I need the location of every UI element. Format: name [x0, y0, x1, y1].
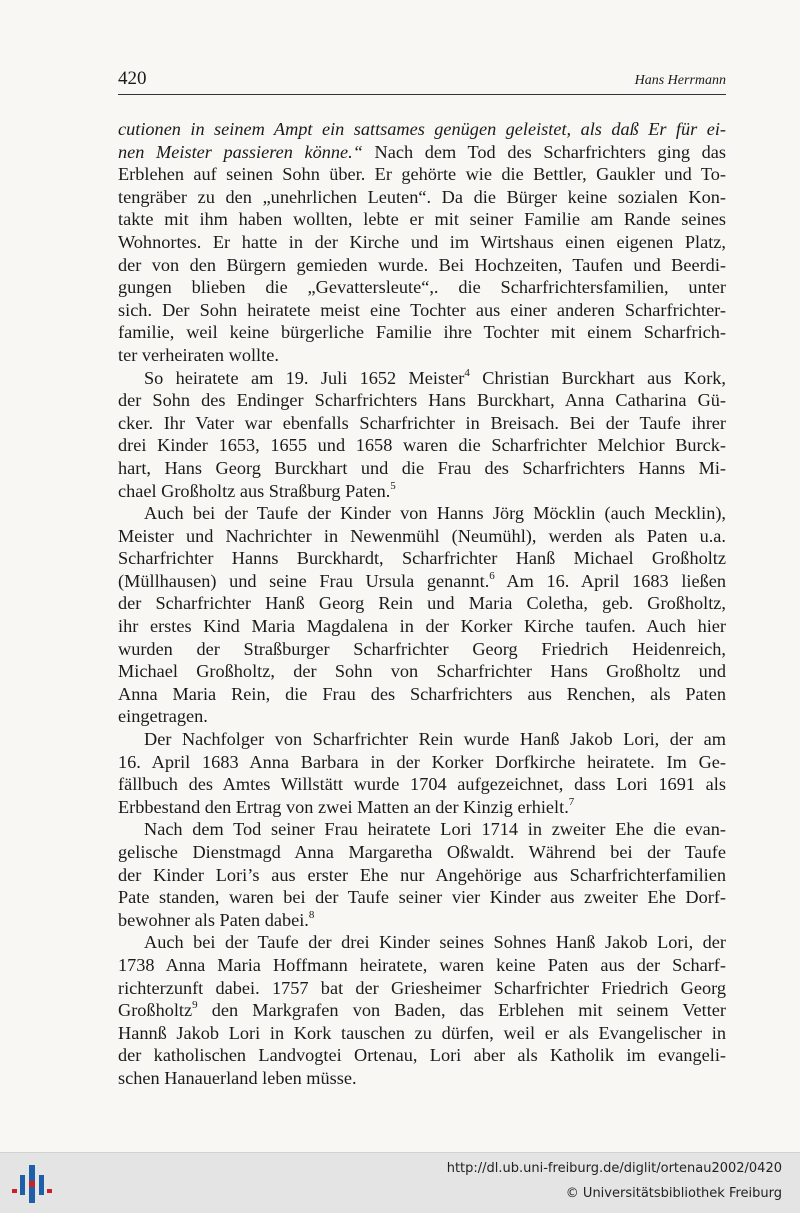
text-run: Hannß Jakob Lori in Kork tauschen zu dürfen, weil er als Evangelischer in	[118, 1022, 726, 1043]
text-run: Pate standen, waren bei der Taufe seiner vier Kinder aus zweiter Ehe Dorf-	[118, 887, 726, 908]
text-run: Der Nachfolger von Scharfrichter Rein wurde Hanß Jakob Lori, der am	[144, 729, 726, 750]
text-line	[118, 954, 726, 977]
text-line	[118, 570, 726, 593]
text-line	[118, 705, 726, 728]
text-line	[118, 231, 726, 254]
text-line	[118, 547, 726, 570]
text-line	[118, 457, 726, 480]
text-run: Auch bei der Taufe der drei Kinder seines Sohnes Hanß Jakob Lori, der	[144, 932, 726, 953]
text-run: Scharfrichter Hanns Burckhardt, Scharfrichter Hanß Michael Großholtz	[118, 548, 726, 569]
text-run: sich. Der Sohn heiratete meist eine Tochter aus einer anderen Scharfrichter-	[118, 299, 726, 320]
text-line	[118, 299, 726, 322]
text-line	[118, 660, 726, 683]
text-run: Meister und Nachrichter in Newenmühl (Neumühl), werden als Paten u.a.	[118, 525, 726, 546]
text-line	[118, 344, 726, 367]
text-run: bewohner als Paten dabei.	[118, 909, 309, 930]
text-line	[118, 751, 726, 774]
text-line	[118, 615, 726, 638]
text-run: tengräber zu den „unehrlichen Leuten“. Da die Bürger keine sozialen Kon-	[118, 186, 726, 207]
text-line	[118, 434, 726, 457]
running-head: Hans Herrmann	[634, 73, 726, 88]
text-run: ihr erstes Kind Maria Magdalena in der Korker Kirche taufen. Auch hier	[118, 616, 726, 637]
text-run: Am 16. April 1683 ließen	[494, 570, 726, 591]
text-line	[118, 728, 726, 751]
text-line	[118, 592, 726, 615]
text-run: gelische Dienstmagd Anna Margaretha Oßwaldt. Während bei der Taufe	[118, 842, 726, 862]
text-run: fällbuch des Amtes Willstätt wurde 1704 aufgezeichnet, dass Lori 1691 als	[118, 774, 726, 795]
text-run: Auch bei der Taufe der Kinder von Hanns Jörg Möcklin (auch Mecklin),	[144, 503, 726, 524]
text-line	[118, 999, 726, 1022]
text-line	[118, 818, 726, 841]
footnote-marker: 9	[192, 999, 198, 1012]
text-run: den Markgrafen von Baden, das Erblehen mit seinem Vetter	[197, 1000, 726, 1021]
text-run: eingetragen.	[118, 706, 208, 727]
text-line	[118, 502, 726, 525]
text-run: Erblehen auf seinen Sohn über. Er gehörte wie die Bettler, Gaukler und To-	[118, 164, 726, 185]
ub-freiburg-logo-icon[interactable]	[12, 1163, 52, 1205]
text-run: 1738 Anna Maria Hoffmann heiratete, waren keine Paten aus der Scharf-	[118, 954, 726, 975]
text-line	[118, 163, 726, 186]
viewer-footer	[0, 1152, 800, 1213]
text-run: Großholtz	[118, 1000, 193, 1021]
text-run: ter verheiraten wollte.	[118, 344, 279, 365]
text-run: takte mit ihm haben wollten, lebte er mit seiner Familie am Rande seines	[118, 209, 726, 230]
text-run: der von den Bürgern gemieden wurde. Bei Hochzeiten, Taufen und Beerdi-	[118, 254, 726, 275]
text-run: Erbbestand den Ertrag von zwei Matten an der Kinzig erhielt.	[118, 796, 569, 817]
footnote-marker: 7	[568, 795, 575, 808]
text-line	[118, 773, 726, 796]
text-line	[118, 796, 726, 819]
text-line	[118, 367, 726, 390]
text-line	[118, 321, 726, 344]
page-number: 420	[118, 68, 147, 89]
text-line	[118, 683, 726, 706]
text-run: der Kinder Lori’s aus erster Ehe nur Angehörige aus Scharfrichterfamilien	[118, 864, 726, 885]
text-run: familie, weil keine bürgerliche Familie ihre Tochter mit einem Scharfrich-	[118, 322, 726, 343]
text-run: Christian Burckhart aus Kork,	[469, 367, 726, 388]
text-line	[118, 412, 726, 435]
text-line	[118, 254, 726, 277]
text-line	[118, 186, 726, 209]
text-run: wurden der Straßburger Scharfrichter Georg Friedrich Heidenreich,	[118, 638, 726, 659]
text-run: drei Kinder 1653, 1655 und 1658 waren die Scharfrichter Melchior Burck-	[118, 435, 726, 456]
text-run: chael Großholtz aus Straßburg Paten.	[118, 480, 391, 501]
text-run: Anna Maria Rein, die Frau des Scharfrichters aus Renchen, als Paten	[118, 683, 726, 704]
body-text	[118, 118, 726, 1090]
text-line	[118, 480, 726, 503]
text-line	[118, 909, 726, 932]
text-run: Wohnortes. Er hatte in der Kirche und im Wirtshaus einen eigenen Platz,	[118, 231, 726, 252]
text-run: der katholischen Landvogtei Ortenau, Lori aber als Katholik im evangeli-	[118, 1045, 726, 1066]
text-run: Nach dem Tod des Scharfrichters ging das	[362, 141, 726, 162]
text-line	[118, 977, 726, 1000]
text-run: richterzunft dabei. 1757 bat der Griesheimer Scharfrichter Friedrich Georg	[118, 977, 726, 998]
text-line	[118, 118, 726, 141]
text-line	[118, 1022, 726, 1045]
text-run: 16. April 1683 Anna Barbara in der Korker Dorfkirche heiratete. Im Ge-	[118, 751, 726, 772]
text-run: So heiratete am 19. Juli 1652 Meister	[144, 367, 465, 388]
text-run: gungen blieben die „Gevattersleute“,. die Scharfrichtersfamilien, unter	[118, 277, 726, 298]
text-run: hart, Hans Georg Burckhart und die Frau des Scharfrichters Hanns Mi-	[118, 457, 726, 478]
copyright-notice: © Universitätsbibliothek Freiburg	[565, 1186, 782, 1201]
text-line	[118, 638, 726, 661]
text-line	[118, 1044, 726, 1067]
text-line	[118, 525, 726, 548]
text-run: cker. Ihr Vater war ebenfalls Scharfrichter in Breisach. Bei der Taufe ihrer	[118, 412, 726, 433]
text-run: cutionen in seinem Ampt ein sattsames genügen geleistet, als daß Er für ei-	[118, 119, 726, 139]
text-line	[118, 864, 726, 887]
text-run: der Sohn des Endinger Scharfrichters Hans Burckhart, Anna Catharina Gü-	[118, 390, 726, 411]
text-run: Michael Großholtz, der Sohn von Scharfrichter Hans Großholtz und	[118, 661, 726, 682]
text-line	[118, 841, 726, 864]
text-line	[118, 931, 726, 954]
footnote-marker: 5	[390, 479, 396, 492]
text-line	[118, 276, 726, 299]
text-run: nen Meister passieren könne.“	[118, 141, 363, 162]
permalink-url[interactable]: http://dl.ub.uni-freiburg.de/diglit/ortenau2002/0420	[446, 1161, 782, 1176]
text-run: Nach dem Tod seiner Frau heiratete Lori 1714 in zweiter Ehe die evan-	[144, 819, 726, 840]
text-run: der Scharfrichter Hanß Georg Rein und Maria Coletha, geb. Großholtz,	[118, 593, 726, 614]
text-line	[118, 389, 726, 412]
text-line	[118, 1067, 726, 1090]
footnote-marker: 8	[308, 908, 315, 921]
text-line	[118, 208, 726, 231]
footnote-marker: 4	[464, 366, 470, 379]
footnote-marker: 6	[489, 569, 495, 582]
text-run: schen Hanauerland leben müsse.	[118, 1067, 357, 1088]
text-line	[118, 141, 726, 164]
text-line	[118, 886, 726, 909]
text-run: (Müllhausen) und seine Frau Ursula genannt.	[118, 570, 490, 591]
page-header	[118, 68, 726, 95]
